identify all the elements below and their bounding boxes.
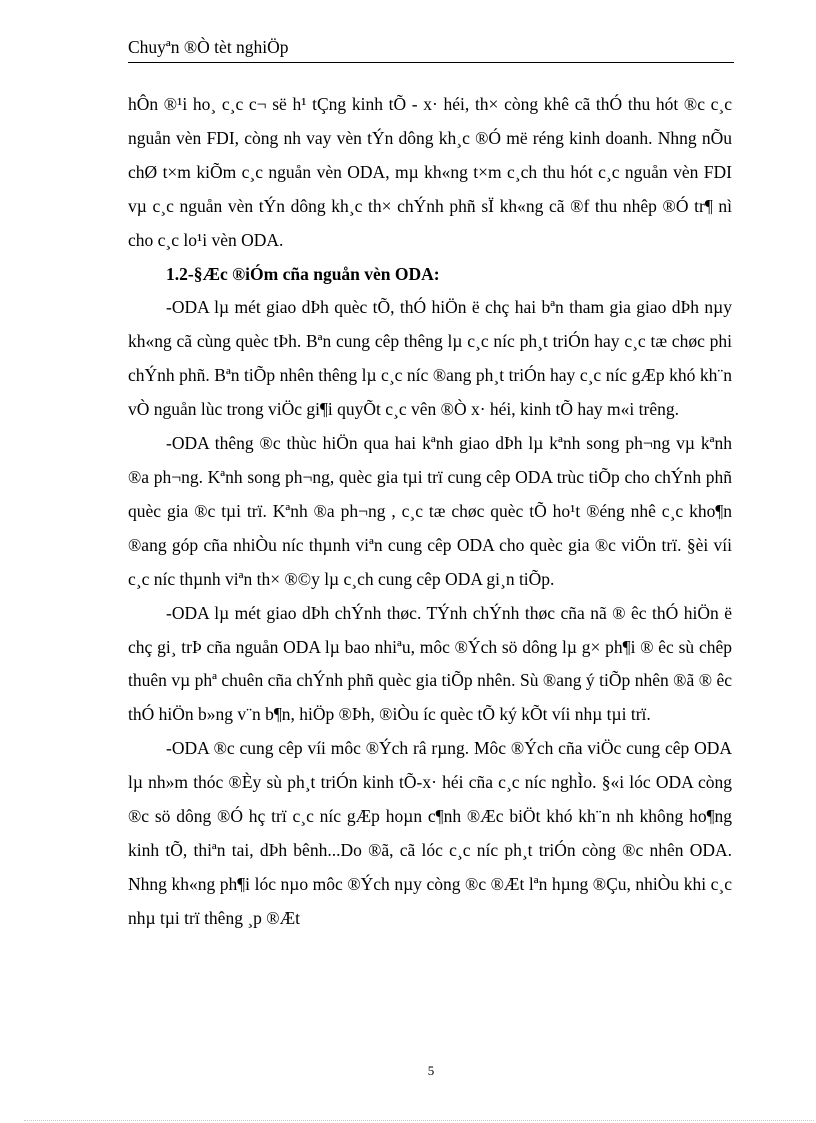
paragraph-5: -ODA ®c cung cêp víi môc ®Ých râ rµng. Môc ®Ých cña viÖc cung cêp ODA lµ nh»m thóc ®Èy sù ph¸t triÓn kinh tÕ-x· héi cña c¸c níc nghÌo. §«i lóc ODA còng ®c sö dông ®Ó hç trï c¸c níc gÆp hoµn c¶nh ®Æc biÖt khó kh¨n nh không ho¶ng kinh tÕ, thiªn tai, dÞh bênh...Do ®ã, cã lóc c¸c níc ph¸t triÓn còng ®c nhên ODA. Nhng kh«ng ph¶i lóc nµo môc ®Ých nµy còng ®c ®Æt lªn hµng ®Çu, nhiÒu khi c¸c nhµ tµi trï thêng ¸p ®Æt bbox=[128, 738, 732, 928]
document-body bbox=[128, 88, 732, 936]
paragraph-4: -ODA lµ mét giao dÞh chÝnh thøc. TÝnh chÝnh thøc cña nã ® êc thÓ hiÖn ë chç gi¸ trÞ cña nguån ODA lµ bao nhiªu, môc ®Ých sö dông lµ g× ph¶i ® êc sù chêp thuên vµ phª chuên cña chÝnh phñ quèc gia tiÕp nhên. Sù ®ang ý tiÕp nhên ®ã ® êc thÓ hiÖn b»ng v¨n b¶n, hiÖp ®Þh, ®iÒu íc quèc tÕ ký kÕt víi nhµ tµi trï. bbox=[128, 602, 732, 725]
paragraph-1: hÔn ®¹i ho¸ c¸c c¬ së h¹ tÇng kinh tÕ - x· héi, th× còng khê cã thÓ thu hót ®c c¸c nguån vèn FDI, còng nh vay vèn tÝn dông kh¸c ®Ó më réng kinh doanh. Nhng nÕu chØ t×m kiÕm c¸c nguån vèn ODA, mµ kh«ng t×m c¸ch thu hót c¸c nguån vèn FDI vµ c¸c nguån vèn tÝn dông kh¸c th× chÝnh phñ sÏ kh«ng cã ®f thu nhêp ®Ó tr¶ nì cho c¸c lo¹i vèn ODA. bbox=[128, 94, 732, 250]
header-rule bbox=[128, 62, 734, 63]
paragraph-2: -ODA lµ mét giao dÞh quèc tÕ, thÓ hiÖn ë chç hai bªn tham gia giao dÞh nµy kh«ng cã cùng quèc tÞh. Bªn cung cêp thêng lµ c¸c níc ph¸t triÓn hay c¸c tæ chøc phi chÝnh phñ. Bªn tiÕp nhên thêng lµ c¸c níc ®ang ph¸t triÓn hay c¸c níc gÆp khó kh¨n vÒ nguån lùc trong viÖc gi¶i quyÕt c¸c vên ®Ò x· héi, kinh tÕ hay m«i trêng. bbox=[128, 297, 732, 420]
page-bottom-edge bbox=[24, 1120, 814, 1121]
running-header: Chuyªn ®Ò tèt nghiÖp bbox=[128, 37, 289, 57]
section-heading: 1.2-§Æc ®iÓm cña nguån vèn ODA: bbox=[166, 263, 440, 284]
page-number: 5 bbox=[427, 1063, 435, 1078]
paragraph-3: -ODA thêng ®c thùc hiÖn qua hai kªnh giao dÞh lµ kªnh song ph¬ng vµ kªnh ®a ph¬ng. Kªnh song ph¬ng, quèc gia tµi trï cung cêp ODA trùc tiÕp cho chÝnh phñ quèc gia ®c tµi trï. Kªnh ®a ph¬ng , c¸c tæ chøc quèc tÕ ho¹t ®éng nhê c¸c kho¶n ®ang góp cña nhiÒu níc thµnh viªn cung cêp ODA cho quèc gia ®c viÖn trï. §èi víi c¸c níc thµnh viªn th× ®©y lµ c¸ch cung cêp ODA gi¸n tiÕp. bbox=[128, 433, 732, 589]
